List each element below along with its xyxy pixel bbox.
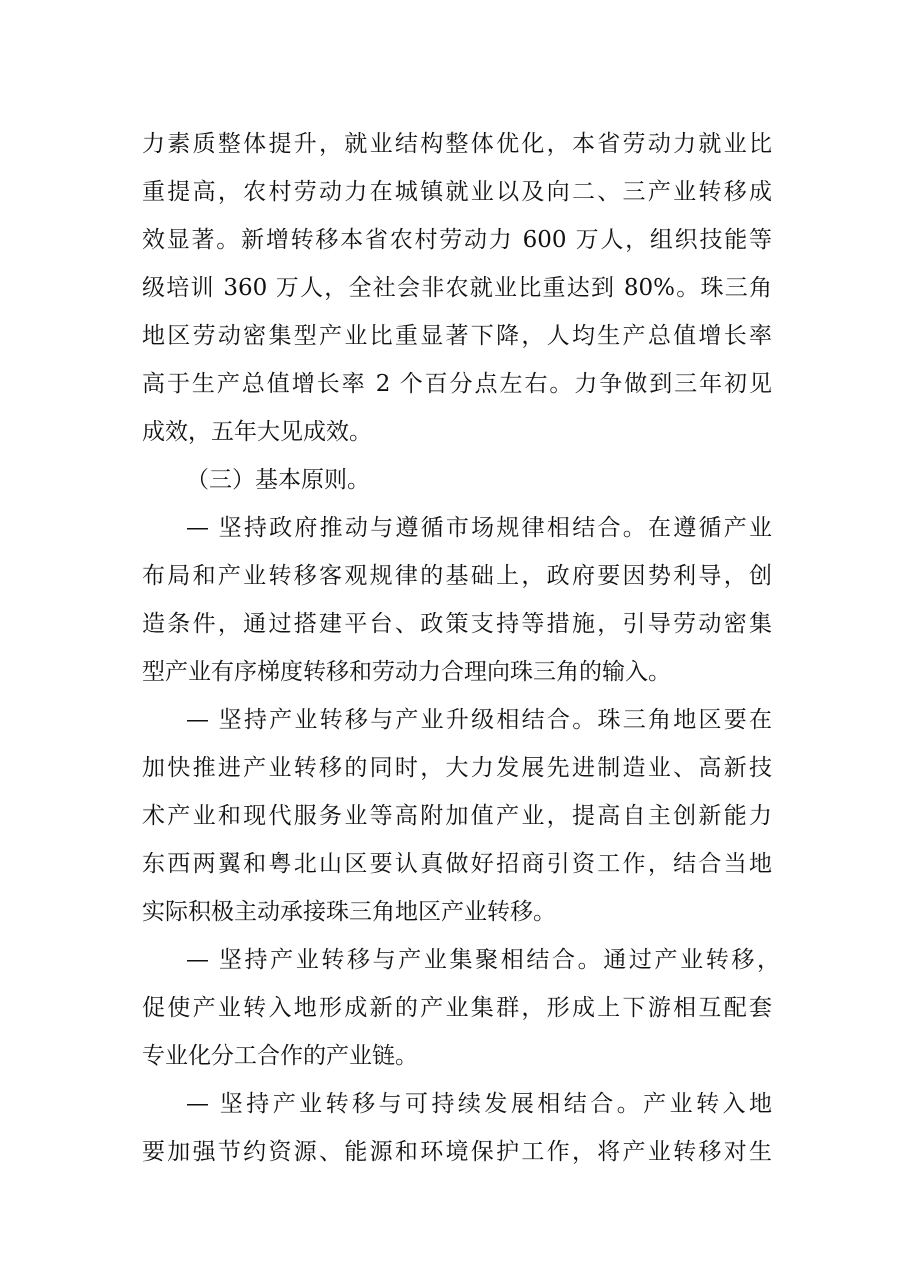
text-line: 促使产业转入地形成新的产业集群，形成上下游相互配套 (142, 995, 772, 1021)
text-line: 加快推进产业转移的同时，大力发展先进制造业、高新技 (142, 755, 772, 781)
section-heading: （三）基本原则。 (186, 467, 370, 493)
text-line: 专业化分工合作的产业链。 (142, 1043, 418, 1069)
principle-line: — 坚持政府推动与遵循市场规律相结合。在遵循产业 (186, 515, 772, 541)
text-line: 效显著。新增转移本省农村劳动力 600 万人，组织技能等 (142, 227, 772, 253)
text-line: 布局和产业转移客观规律的基础上，政府要因势利导，创 (142, 563, 772, 589)
text-line: 力素质整体提升，就业结构整体优化，本省劳动力就业比 (142, 131, 772, 157)
text-line: 级培训 360 万人，全社会非农就业比重达到 80%。珠三角 (142, 275, 772, 301)
text-line: 东西两翼和粤北山区要认真做好招商引资工作，结合当地 (142, 851, 772, 877)
text-line: 术产业和现代服务业等高附加值产业，提高自主创新能力 (142, 803, 772, 829)
text-line: 型产业有序梯度转移和劳动力合理向珠三角的输入。 (142, 659, 671, 685)
principle-line: — 坚持产业转移与产业集聚相结合。通过产业转移， (186, 947, 780, 973)
principle-line: — 坚持产业转移与可持续发展相结合。产业转入地 (186, 1091, 772, 1117)
text-line: 成效，五年大见成效。 (142, 419, 372, 445)
text-line: 实际积极主动承接珠三角地区产业转移。 (142, 899, 556, 925)
text-line: 地区劳动密集型产业比重显著下降，人均生产总值增长率 (142, 323, 772, 349)
text-line: 重提高，农村劳动力在城镇就业以及向二、三产业转移成 (142, 179, 772, 205)
text-line: 造条件，通过搭建平台、政策支持等措施，引导劳动密集 (142, 611, 772, 637)
principle-line: — 坚持产业转移与产业升级相结合。珠三角地区要在 (186, 707, 772, 733)
text-line: 高于生产总值增长率 2 个百分点左右。力争做到三年初见 (142, 371, 772, 397)
text-line: 要加强节约资源、能源和环境保护工作，将产业转移对生 (142, 1139, 772, 1165)
